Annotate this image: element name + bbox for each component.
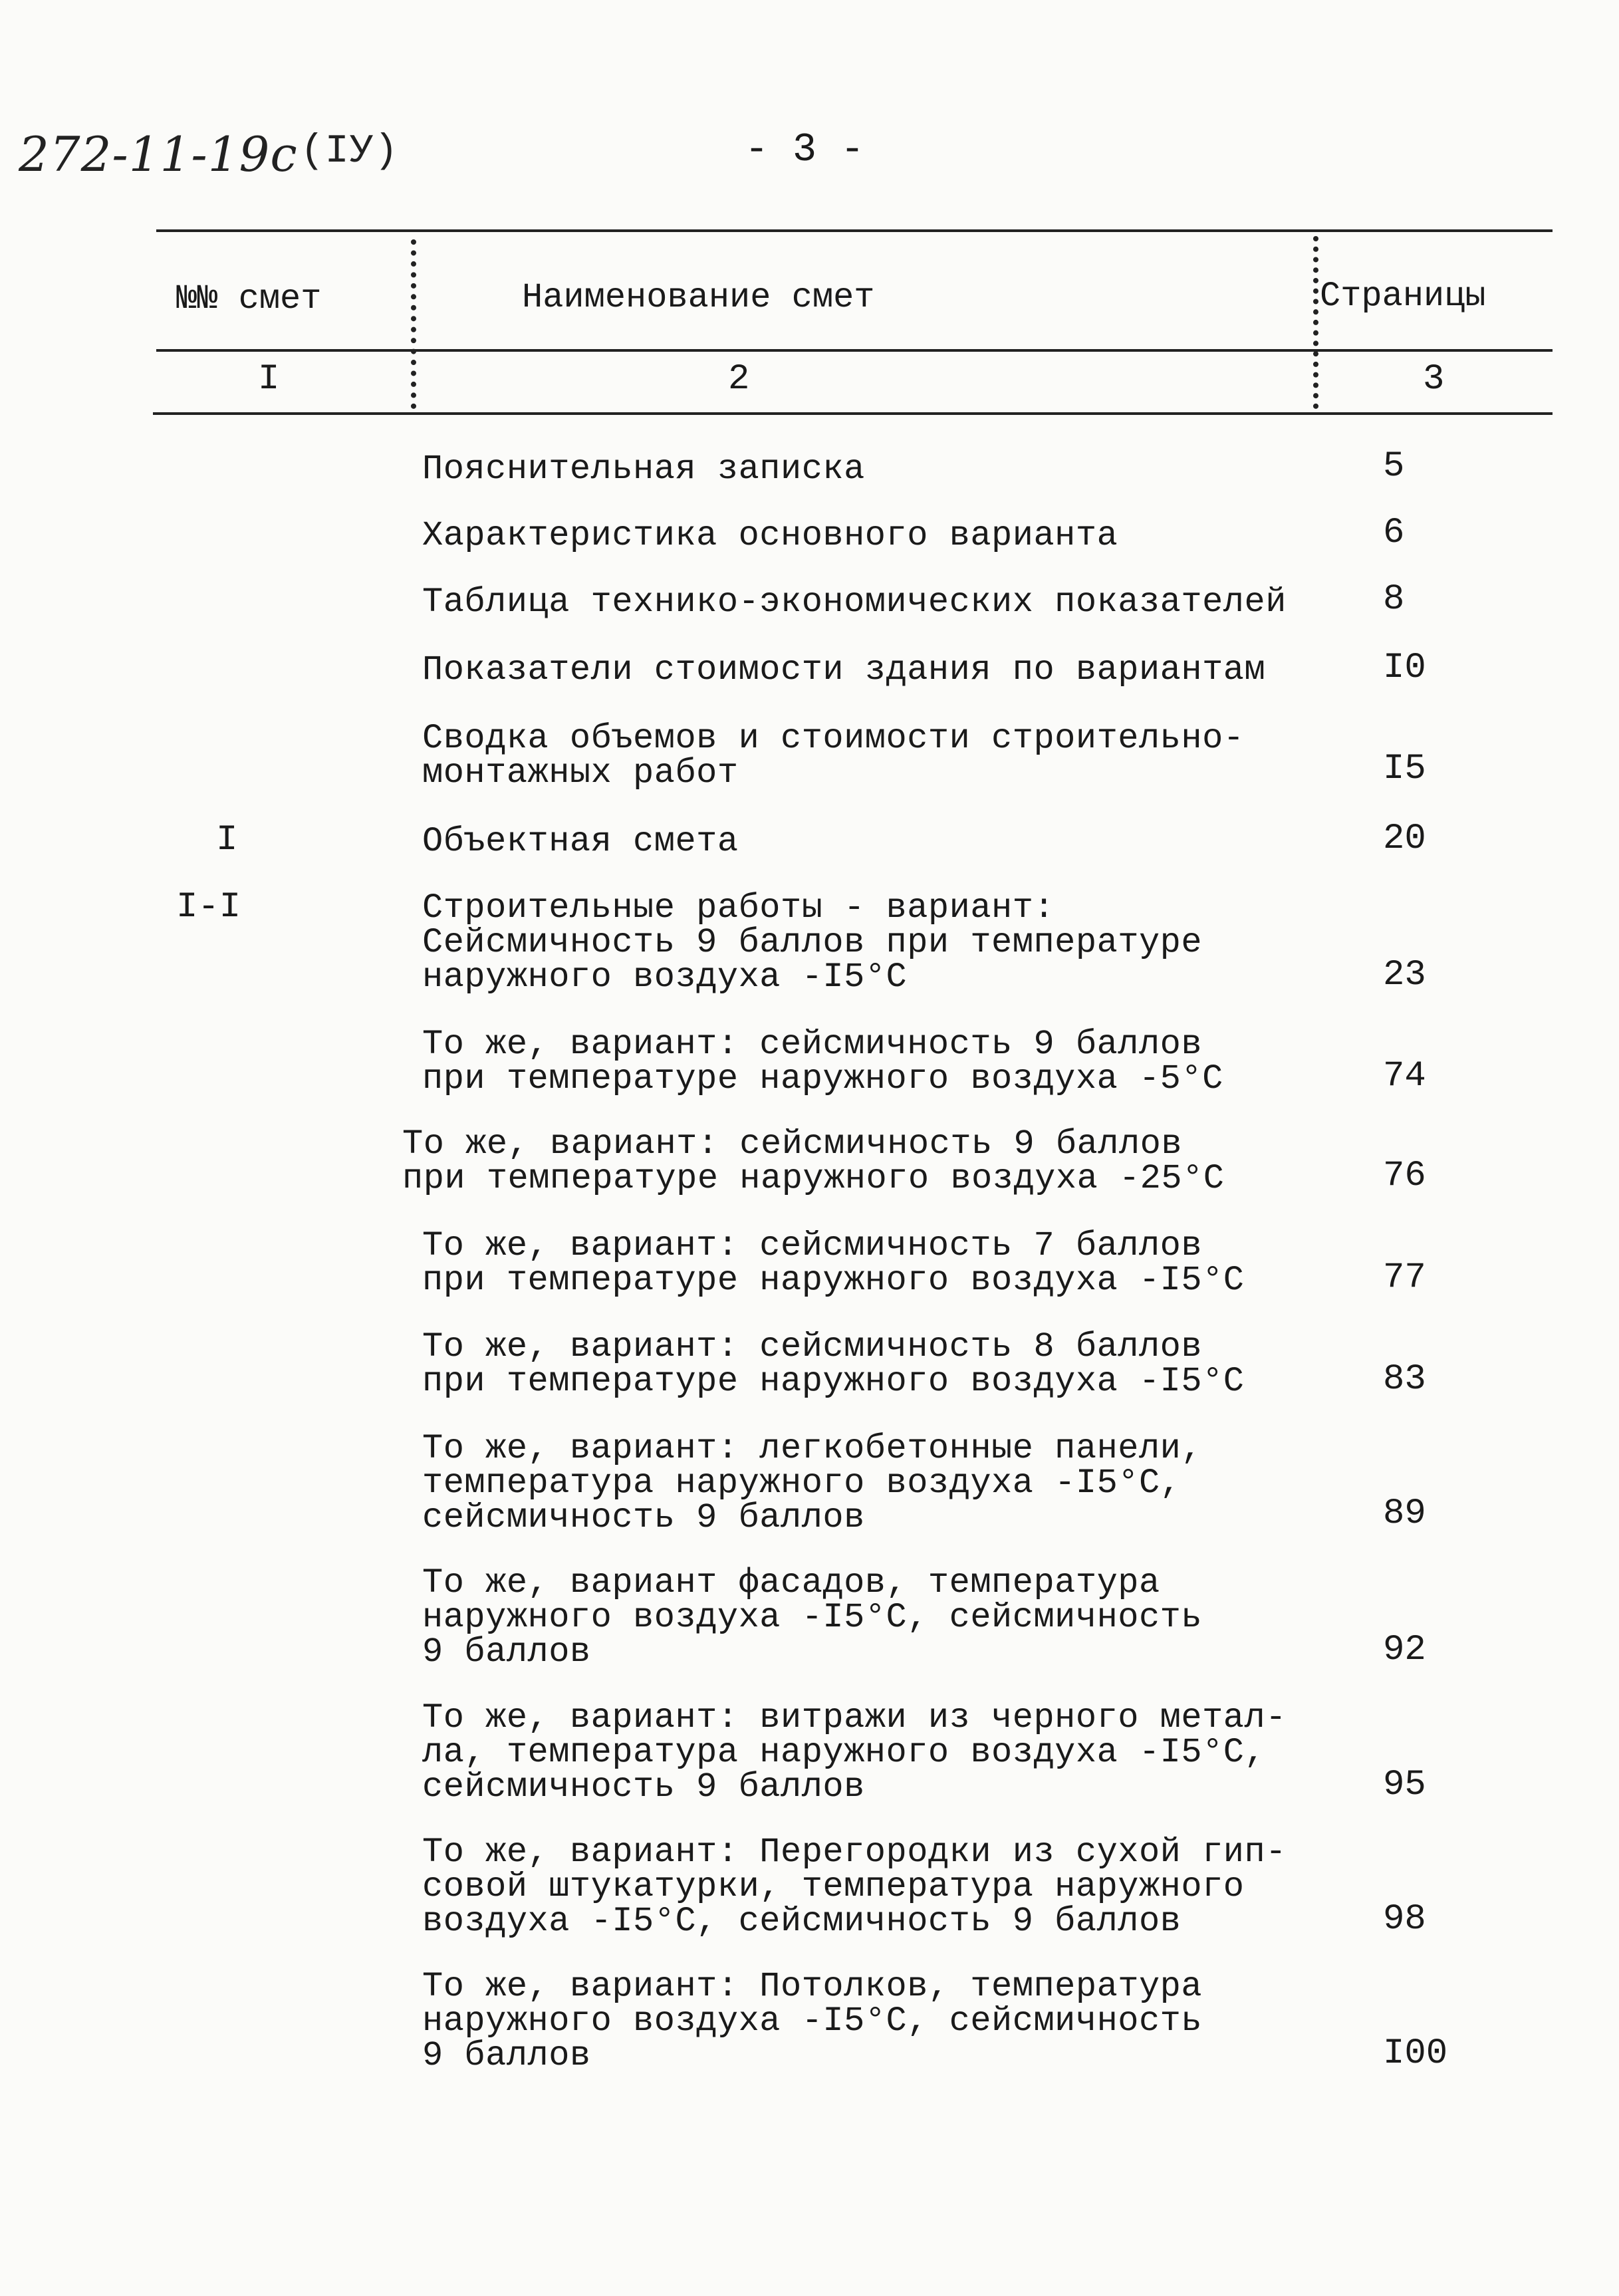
- table-top-rule: [156, 229, 1553, 232]
- entry-page: 5: [1383, 446, 1405, 487]
- entry-page: 23: [1383, 955, 1426, 995]
- entry-title: То же, вариант: легкобетонные панели, температура наружного воздуха -I5°C, сейсмичность 9 баллов: [422, 1429, 1203, 1537]
- entry-page: 20: [1383, 819, 1426, 859]
- column-separator-1: [411, 239, 416, 409]
- document-code-suffix: (IУ): [300, 129, 399, 174]
- entry-page: 74: [1383, 1056, 1426, 1096]
- column-separator-2: [1313, 236, 1318, 409]
- column-number-2: 2: [728, 359, 750, 400]
- column-number-1: I: [258, 359, 280, 400]
- entry-title: Строительные работы - вариант: Сейсмичность 9 баллов при температуре наружного воздуха -I5°C: [422, 888, 1203, 997]
- entry-number: I: [216, 820, 238, 860]
- entry-title: То же, вариант: сейсмичность 8 баллов при температуре наружного воздуха -I5°C: [422, 1327, 1245, 1401]
- table-header-rule: [156, 349, 1553, 352]
- entry-page: 95: [1383, 1765, 1426, 1805]
- entry-page: 8: [1383, 579, 1405, 620]
- entry-title: То же, вариант: сейсмичность 9 баллов при температуре наружного воздуха -25°C: [402, 1124, 1225, 1198]
- entry-page: 92: [1383, 1630, 1426, 1670]
- document-code-main: 272-11-19c: [19, 126, 298, 182]
- column-number-3: 3: [1423, 359, 1445, 400]
- entry-title: Характеристика основного варианта: [422, 516, 1118, 555]
- entry-page: I5: [1383, 749, 1426, 789]
- entry-title: Таблица технико-экономических показателей: [422, 582, 1287, 622]
- entry-title: Пояснительная записка: [422, 449, 865, 489]
- entry-title: То же, вариант: витражи из черного метал- ла, температура наружного воздуха -I5°C, сейсмичность 9 баллов: [422, 1698, 1287, 1807]
- entry-title: Сводка объемов и стоимости строительно- монтажных работ: [422, 719, 1245, 793]
- entry-number: I-I: [176, 887, 241, 928]
- entry-title: То же, вариант: сейсмичность 9 баллов при температуре наружного воздуха -5°C: [422, 1025, 1223, 1098]
- page-number: - 3 -: [745, 128, 865, 173]
- entry-page: 76: [1383, 1156, 1426, 1196]
- entry-page: 83: [1383, 1359, 1426, 1400]
- entry-page: 6: [1383, 513, 1405, 553]
- entry-page: 77: [1383, 1257, 1426, 1298]
- entry-title: То же, вариант: сейсмичность 7 баллов при температуре наружного воздуха -I5°C: [422, 1226, 1245, 1300]
- table-numbers-rule: [153, 412, 1553, 415]
- document-code: [19, 126, 399, 182]
- entry-title: То же, вариант: Потолков, температура наружного воздуха -I5°C, сейсмичность 9 баллов: [422, 1967, 1203, 2075]
- entry-title: То же, вариант: Перегородки из сухой гип- совой штукатурки, температура наружного воздуха -I5°C, сейсмичность 9 баллов: [422, 1833, 1287, 1941]
- entry-title: Показатели стоимости здания по вариантам: [422, 650, 1266, 690]
- entry-page: I0: [1383, 648, 1426, 688]
- entry-page: 89: [1383, 1493, 1426, 1534]
- entry-title: Объектная смета: [422, 822, 739, 861]
- column-header-name: Наименование смет: [522, 278, 875, 317]
- entry-page: I00: [1383, 2033, 1448, 2074]
- column-header-pages: Страницы: [1320, 277, 1486, 316]
- column-header-number: №№ смет: [176, 279, 322, 319]
- entry-title: То же, вариант фасадов, температура наружного воздуха -I5°C, сейсмичность 9 баллов: [422, 1563, 1203, 1672]
- entry-page: 98: [1383, 1899, 1426, 1940]
